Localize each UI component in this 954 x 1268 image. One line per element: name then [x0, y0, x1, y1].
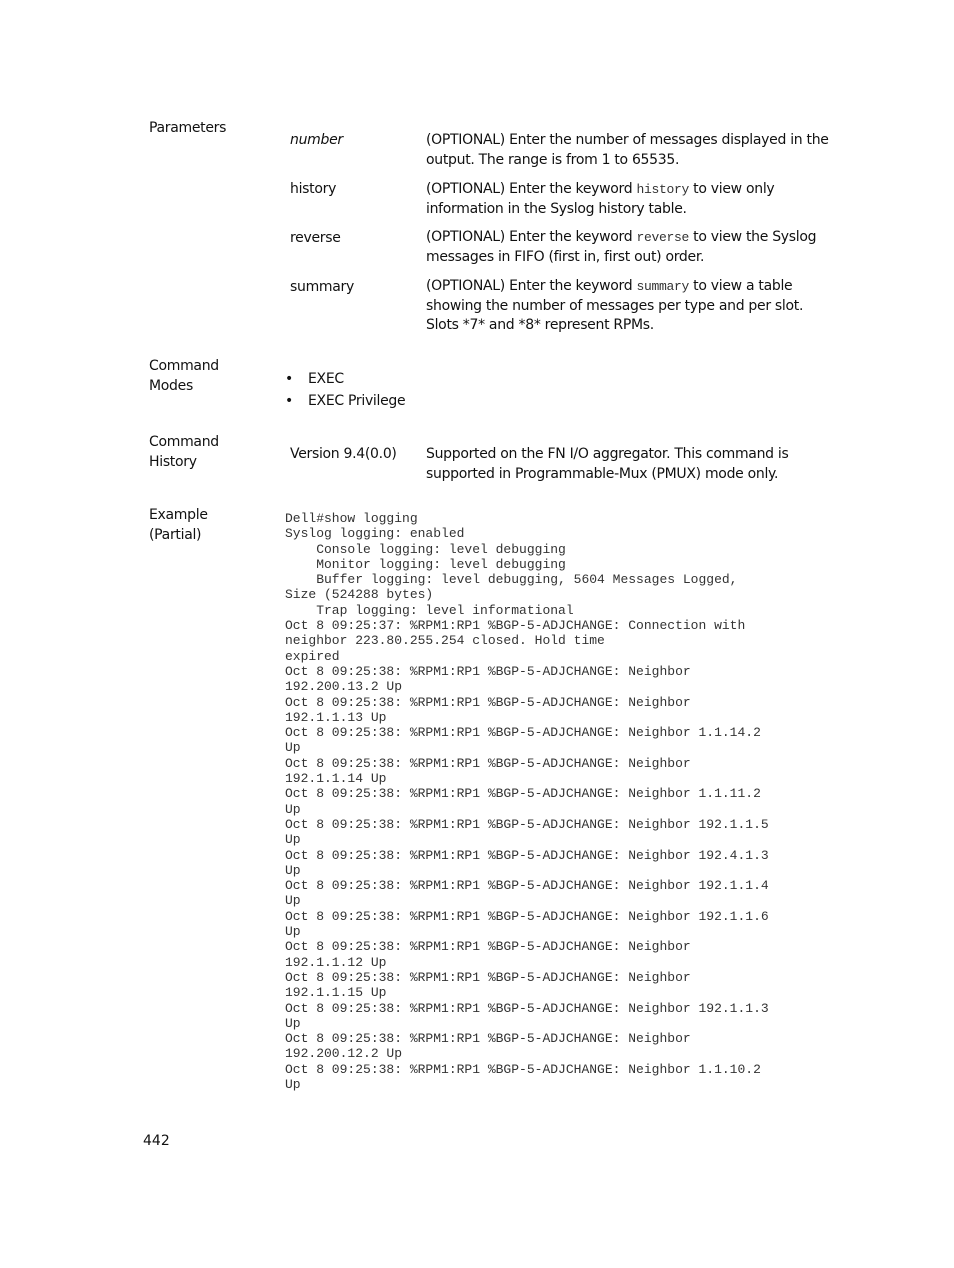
- code-line: Dell#show logging: [285, 511, 418, 526]
- param-desc-text: to view a table showing the number of messages per type and per slot. Slots *7* and *8* represent RPMs.: [426, 278, 804, 333]
- code-line: Oct 8 09:25:38: %RPM1:RP1 %BGP-5-ADJCHANGE: Neighbor: [285, 694, 691, 710]
- code-line: 192.1.1.12 Up: [285, 954, 387, 970]
- heading-line: Command: [149, 358, 219, 374]
- param-desc-history: [426, 180, 836, 219]
- code-line: Oct 8 09:25:38: %RPM1:RP1 %BGP-5-ADJCHANGE: Neighbor 1.1.11.2: [285, 786, 761, 802]
- code-line: Monitor logging: level debugging: [285, 556, 566, 572]
- code-line: Trap logging: level informational: [285, 602, 574, 618]
- code-line: Oct 8 09:25:38: %RPM1:RP1 %BGP-5-ADJCHANGE: Neighbor 192.1.1.6: [285, 908, 769, 924]
- bullet-icon: •: [285, 371, 293, 387]
- param-desc-text: to view the Syslog messages in FIFO (first in, first out) order.: [426, 229, 817, 265]
- code-line: Oct 8 09:25:37: %RPM1:RP1 %BGP-5-ADJCHANGE: Connection with: [285, 618, 746, 634]
- code-line: Up: [285, 740, 301, 756]
- heading-line: History: [149, 453, 197, 470]
- param-desc-text: (OPTIONAL) Enter the number of messages displayed in the output. The range is from 1 to 65535.: [426, 132, 829, 168]
- param-name-reverse: reverse: [290, 230, 341, 246]
- param-desc-number: [426, 131, 836, 170]
- code-line: Up: [285, 924, 301, 940]
- bullet-icon: •: [285, 393, 293, 409]
- code-line: Up: [285, 1076, 301, 1092]
- parameters-heading: Parameters: [149, 120, 227, 136]
- mode-label: EXEC: [308, 371, 344, 387]
- code-line: 192.1.1.15 Up: [285, 985, 387, 1001]
- heading-line: Modes: [149, 377, 193, 394]
- code-line: Oct 8 09:25:38: %RPM1:RP1 %BGP-5-ADJCHANGE: Neighbor: [285, 663, 691, 679]
- example-code-block: [285, 511, 769, 1092]
- list-item: [285, 369, 405, 391]
- code-line: Size (524288 bytes): [285, 587, 434, 603]
- param-desc-reverse: [426, 228, 836, 267]
- code-line: Up: [285, 893, 301, 909]
- param-name-number: number: [290, 132, 343, 148]
- code-line: Oct 8 09:25:38: %RPM1:RP1 %BGP-5-ADJCHANGE: Neighbor 192.1.1.4: [285, 878, 769, 894]
- code-line: Up: [285, 1015, 301, 1031]
- code-line: Oct 8 09:25:38: %RPM1:RP1 %BGP-5-ADJCHANGE: Neighbor 192.1.1.3: [285, 1000, 769, 1016]
- command-history-heading: [149, 433, 219, 472]
- param-name-summary: summary: [290, 279, 354, 295]
- code-line: Up: [285, 832, 301, 848]
- code-line: expired: [285, 648, 340, 664]
- code-line: Syslog logging: enabled: [285, 526, 465, 542]
- page-number: 442: [143, 1133, 170, 1149]
- code-line: neighbor 223.80.255.254 closed. Hold time: [285, 633, 605, 649]
- code-line: Oct 8 09:25:38: %RPM1:RP1 %BGP-5-ADJCHANGE: Neighbor: [285, 939, 691, 955]
- code-line: Oct 8 09:25:38: %RPM1:RP1 %BGP-5-ADJCHANGE: Neighbor: [285, 755, 691, 771]
- code-line: Up: [285, 862, 301, 878]
- code-line: Oct 8 09:25:38: %RPM1:RP1 %BGP-5-ADJCHANGE: Neighbor 1.1.14.2: [285, 725, 761, 741]
- code-line: 192.1.1.14 Up: [285, 771, 387, 787]
- code-line: 192.1.1.13 Up: [285, 709, 387, 725]
- code-line: Oct 8 09:25:38: %RPM1:RP1 %BGP-5-ADJCHANGE: Neighbor: [285, 1031, 691, 1047]
- param-desc-summary: [426, 277, 836, 336]
- code-line: Console logging: level debugging: [285, 541, 566, 557]
- example-heading: [149, 506, 208, 545]
- param-desc-text: (OPTIONAL) Enter the keyword: [426, 278, 637, 294]
- heading-line: Command: [149, 434, 219, 450]
- param-desc-text: (OPTIONAL) Enter the keyword: [426, 181, 637, 197]
- param-name-history: history: [290, 181, 337, 197]
- param-desc-text: (OPTIONAL) Enter the keyword: [426, 229, 637, 245]
- code-line: Oct 8 09:25:38: %RPM1:RP1 %BGP-5-ADJCHANGE: Neighbor: [285, 969, 691, 985]
- code-line: Buffer logging: level debugging, 5604 Messages Logged,: [285, 572, 738, 588]
- command-modes-heading: [149, 357, 219, 396]
- code-line: Oct 8 09:25:38: %RPM1:RP1 %BGP-5-ADJCHANGE: Neighbor 1.1.10.2: [285, 1061, 761, 1077]
- code-line: 192.200.12.2 Up: [285, 1046, 403, 1062]
- code-line: Oct 8 09:25:38: %RPM1:RP1 %BGP-5-ADJCHANGE: Neighbor 192.1.1.5: [285, 816, 769, 832]
- keyword-summary: summary: [636, 279, 690, 294]
- keyword-reverse: reverse: [636, 230, 690, 245]
- code-line: Oct 8 09:25:38: %RPM1:RP1 %BGP-5-ADJCHANGE: Neighbor 192.4.1.3: [285, 847, 769, 863]
- history-description: Supported on the FN I/O aggregator. This command is supported in Programmable-Mux (PMUX) mode only.: [426, 446, 789, 482]
- list-item: [285, 391, 405, 413]
- mode-label: EXEC Privilege: [308, 393, 406, 409]
- code-line: 192.200.13.2 Up: [285, 679, 403, 695]
- code-line: Up: [285, 801, 301, 817]
- history-version: Version 9.4(0.0): [290, 446, 397, 462]
- keyword-history: history: [636, 182, 690, 197]
- heading-line: Example: [149, 507, 208, 523]
- param-desc-text: to view only information in the Syslog history table.: [426, 181, 775, 217]
- command-modes-list: [285, 369, 405, 413]
- heading-line: (Partial): [149, 526, 202, 543]
